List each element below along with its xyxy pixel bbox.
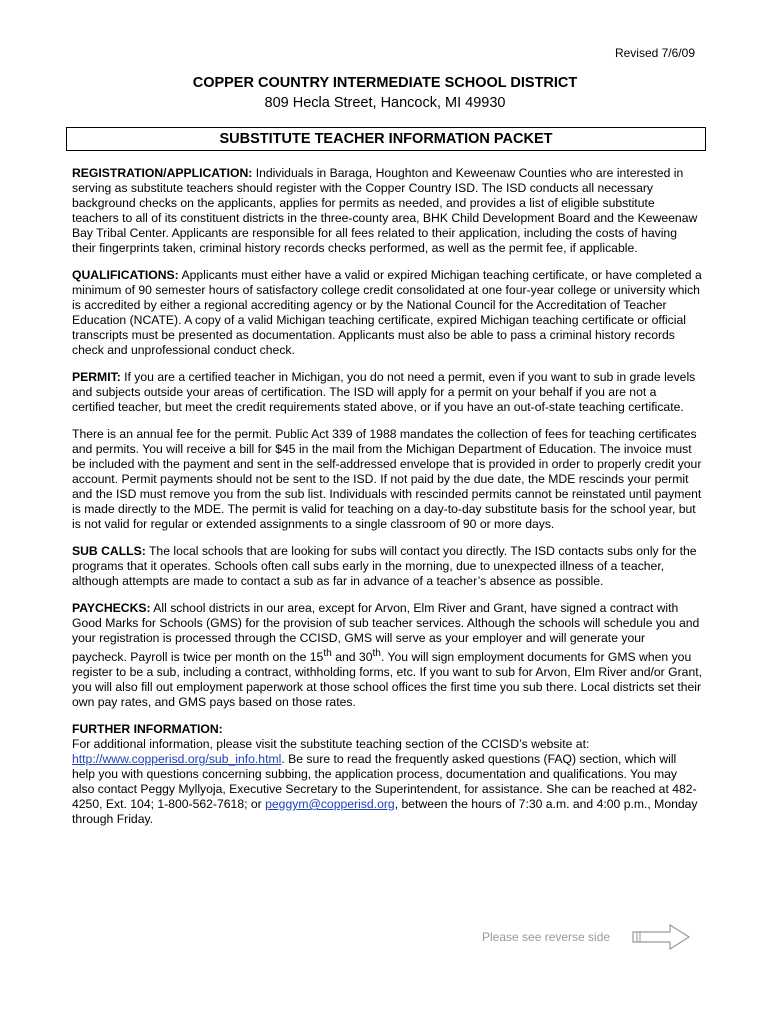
registration-section: [72, 166, 702, 256]
subcalls-heading: SUB CALLS:: [72, 544, 146, 558]
subcalls-section: [72, 544, 702, 589]
revised-date: Revised 7/6/09: [614, 46, 695, 60]
permit-section: [72, 370, 702, 415]
registration-heading: REGISTRATION/APPLICATION:: [72, 166, 253, 180]
paychecks-text-a: All school districts in our area, except for Arvon, Elm River and Grant, have signed a contract with Good Marks for Schools (GMS) for the provision of sub teacher services. Although the schools will schedule you and your registration is processed through the CCISD, GMS will serve as your employer and will generate your paycheck. Payroll is twice per month on the 15: [72, 601, 700, 665]
right-arrow-icon: [632, 923, 692, 951]
paychecks-heading: PAYCHECKS:: [72, 601, 151, 615]
paychecks-section: [72, 601, 702, 710]
organization-address: 809 Hecla Street, Hancock, MI 49930: [264, 95, 506, 111]
paychecks-sup-1: th: [323, 648, 332, 659]
further-text-c: , between the hours of 7:30 a.m. and 4:00 p.m., Monday through Friday.: [72, 797, 698, 827]
reverse-side-note: Please see reverse side: [482, 930, 611, 944]
email-link[interactable]: peggym@copperisd.org: [265, 797, 395, 812]
further-heading: FURTHER INFORMATION:: [72, 722, 223, 737]
permit-heading: PERMIT:: [72, 370, 121, 384]
permit-text: If you are a certified teacher in Michigan, you do not need a permit, even if you want to sub in grade levels and subjects outside your areas of certification. The ISD will apply for a permit on your behalf if you are not a certified teacher, but meet the credit requirements stated above, or if you have an out-of-state teaching certificate.: [72, 370, 696, 414]
further-text-a: For additional information, please visit the substitute teaching section of the CCISD’s website at:: [72, 737, 590, 752]
paychecks-text-c: . You will sign employment documents for GMS when you register to be a sub, including a contract, withholding forms, etc. If you want to sub for Arvon, Elm River and/or Grant, you will also fill out employment paperwork at those school offices the first time you sub there. Local districts set their own pay rates, and GMS pays based on those rates.: [72, 650, 702, 710]
paychecks-sup-2: th: [372, 648, 381, 659]
qualifications-section: [72, 268, 702, 358]
qualifications-text: Applicants must either have a valid or expired Michigan teaching certificate, or have completed a minimum of 90 semester hours of satisfactory college credit consolidated at one four-year college or university which is accredited by either a regional accrediting agency or by the National Council for the Accreditation of Teacher Education (NCATE). A copy of a valid Michigan teaching certificate, expired Michigan teaching certificate or official transcripts must be presented as documentation. Applicants must also be able to pass a criminal history records check and unprofessional conduct check.: [72, 268, 702, 357]
organization-name: COPPER COUNTRY INTERMEDIATE SCHOOL DISTRICT: [192, 75, 578, 91]
further-text-b: . Be sure to read the frequently asked questions (FAQ) section, which will help you with questions concerning subbing, the application process, documentation and qualifications. You may also contact Peggy Myllyoja, Executive Secretary to the Superintendent, for assistance. She can be reached at 482-4250, Ext. 104; 1-800-562-7618; or: [72, 752, 697, 812]
website-link[interactable]: http://www.copperisd.org/sub_info.html: [72, 752, 282, 767]
further-section: [72, 722, 702, 827]
document-body: [72, 166, 702, 839]
qualifications-heading: QUALIFICATIONS:: [72, 268, 179, 282]
fee-text: There is an annual fee for the permit. Public Act 339 of 1988 mandates the collection of fees for teaching certificates and permits. You will receive a bill for $45 in the mail from the Michigan Department of Education. The invoice must be included with the payment and sent in the self-addressed envelope that is provided in order to properly credit your account. Permit payments should not be sent to the ISD. If not paid by the due date, the MDE rescinds your permit and the ISD must remove you from the sub list. Individuals with rescinded permits cannot be reinstated until payment is made directly to the MDE. The permit is valid for teaching on a day-to-day substitute basis for the school year, but is not valid for regular or extended assignments to a single classroom of 90 or more days.: [72, 427, 702, 531]
fee-section: [72, 427, 702, 532]
subcalls-text: The local schools that are looking for subs will contact you directly. The ISD contacts subs only for the programs that it operates. Schools often call subs early in the morning, due to unexpected illness of a teacher, although attempts are made to contact a sub as far in advance of a teacher’s absence as possible.: [72, 544, 697, 588]
paychecks-text-b: and 30: [331, 650, 373, 665]
registration-text: Individuals in Baraga, Houghton and Keweenaw Counties who are interested in serving as substitute teachers should register with the Copper Country ISD. The ISD conducts all necessary background checks on the applicants, applies for permits as needed, and provides a list of eligible substitute teachers to all of its constituent districts in the three-county area, BHK Child Development Board and the Keweenaw Bay Tribal Center. Applicants are responsible for all fees related to their application, including the costs of having their fingerprints taken, criminal history records checks performed, as well as the permit fee, if applicable.: [72, 166, 698, 255]
page-title: SUBSTITUTE TEACHER INFORMATION PACKET: [66, 127, 706, 151]
